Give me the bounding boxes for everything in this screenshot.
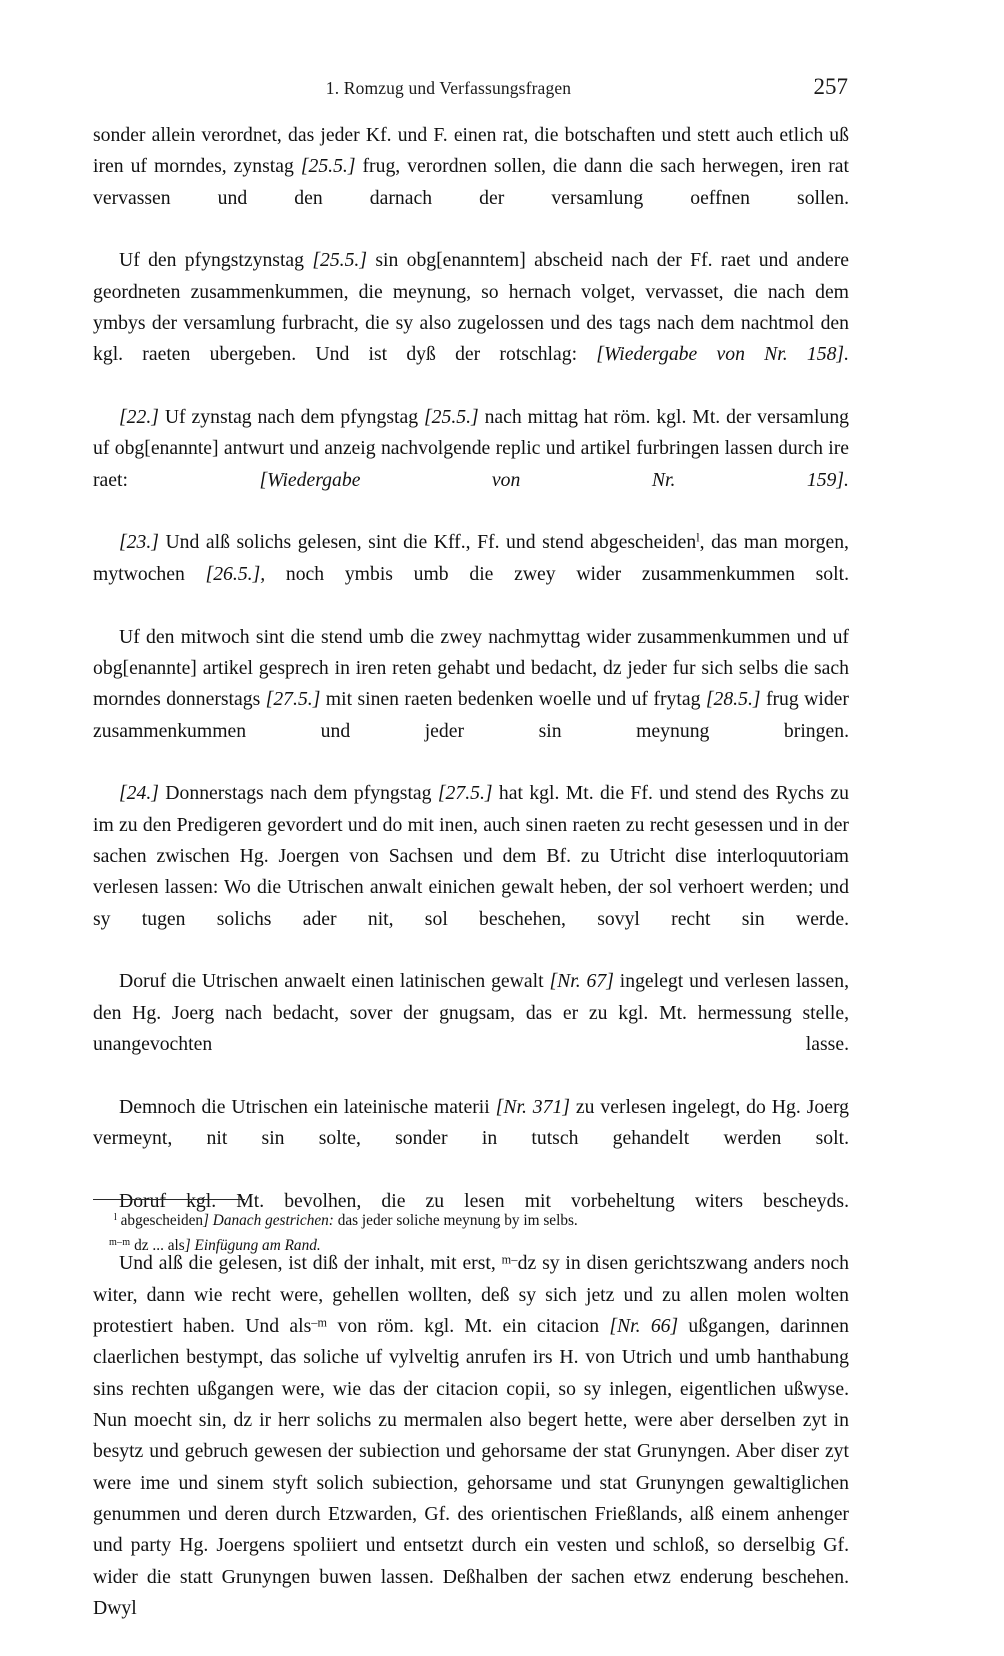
editorial-reference: [Nr. 371]	[495, 1095, 570, 1118]
footnote-lemma: dz ... als	[130, 1236, 185, 1254]
footnote-marker[interactable]: l	[114, 1211, 117, 1223]
text-run: Uf den pfyngstzynstag	[119, 249, 313, 272]
footnote-note-text: das jeder soliche meynung by im selbs.	[333, 1212, 578, 1229]
editorial-reference: [25.5.]	[312, 249, 368, 272]
paragraph-p-und-alss-die-gelesen	[93, 1248, 849, 1655]
running-head-title: 1. Romzug und Verfassungsfragen	[325, 78, 572, 98]
editorial-reference: [26.5.],	[205, 562, 266, 585]
editorial-reference: [27.5.]	[437, 782, 493, 805]
paragraph-p-uf-den-mitwoch	[93, 622, 849, 779]
text-run: ußgangen, darinnen claerlichen bestympt, das soliche uf vylveltig anrufen irs H. von Utrich und umb hanthabung sins rechten ußgangen were, wie das der citacion copii, so sy inlegen, eigentlichen ußwyse. Nun moecht sin, dz ir herr solichs zu mermalen also begert hette, were aber derselben zyt in besytz und gebruch gewesen der subiection und gehorsame der stat Grunyngen. Aber diser zyt were ime und sinem styft solich subiection, gehorsame und stat Grunyngen gewaltiglichen genummen und deren durch Etzwarden, Gf. des orientischen Frießlands, alß einem anhenger und party Hg. Joergens spoliiert und entsetzt durch ein vesten und schloß, so derselbig Gf. wider die statt Grunyngen buwen lassen. Deßhalben der sachen etwz enderung beschehen. Dwyl	[93, 1315, 849, 1620]
variant-marker[interactable]: m–	[501, 1252, 518, 1267]
text-run: , das man morgen, mytwochen	[93, 531, 849, 585]
text-run: Demnoch die Utrischen ein lateinische materii	[119, 1095, 496, 1118]
text-run: Donnerstags nach dem pfyngstag	[158, 782, 438, 805]
footnote-note-italic: Einfügung am Rand.	[190, 1236, 321, 1254]
editorial-reference: [23.]	[119, 531, 159, 554]
editorial-reference: [25.5.]	[300, 155, 356, 178]
text-run: frug wider zusammenkummen und jeder sin meynung bringen.	[93, 688, 849, 742]
text-run: frug, verordnen sollen, die dann die sach herwegen, iren rat vervassen und den darnach der versamlung oeffnen sollen.	[93, 155, 849, 209]
footnote-lemma-bracket: ]	[184, 1236, 191, 1254]
footnote-entry	[93, 1209, 849, 1234]
editorial-reference: [Wiedergabe von Nr. 158].	[596, 343, 849, 366]
text-run: Doruf die Utrischen anwaelt einen latinischen gewalt	[119, 970, 550, 993]
running-head	[93, 74, 848, 104]
editorial-reference: [25.5.]	[423, 406, 479, 429]
footnote-note-italic: Danach gestrichen:	[208, 1212, 334, 1229]
text-run: Uf den mitwoch sint die stend umb die zwey nachmyttag wider zusammenkummen und uf obg[enannte] artikel gesprech in iren reten gehabt und bedacht, dz jeder fur sich selbs die sach morndes donnerstags	[93, 625, 849, 711]
editorial-reference: [27.5.]	[265, 688, 321, 711]
footnote-marker[interactable]: m–m	[109, 1236, 131, 1248]
text-run: hat kgl. Mt. die Ff. und stend des Rychs zu im zu den Predigeren gevordert und do mit inen, auch sinen raeten zu recht gesessen und in der sachen zwischen Hg. Joergen von Sachsen und dem Bf. zu Utricht dise interloquutoriam verlesen lassen: Wo die Utrischen anwalt einichen gewalt heben, der sol verhoert werden; und sy tugen solichs ader nit, sol beschehen, sovyl recht sin werde.	[93, 782, 849, 930]
text-run: dz sy in disen gerichtszwang anders noch witer, dann wie recht were, gehellen wollten, deß sy sich jetz und zu allen molen wolten protestiert haben. Und als	[93, 1252, 849, 1338]
paragraph-p-doruf-utrischen	[93, 966, 849, 1091]
text-run: Und alß die gelesen, ist diß der inhalt, mit erst,	[119, 1252, 502, 1275]
page-number: 257	[813, 74, 848, 99]
editorial-reference: [28.5.]	[705, 688, 761, 711]
body-text	[93, 120, 849, 1656]
footnote-reference[interactable]: l	[696, 531, 700, 546]
variant-marker[interactable]: –m	[311, 1315, 328, 1330]
text-run: mit sinen raeten bedenken woelle und uf frytag	[320, 688, 706, 711]
footnote-lemma-bracket: ]	[203, 1212, 209, 1229]
footnote-rule	[93, 1199, 245, 1200]
editorial-reference: [Wiedergabe von Nr. 159].	[259, 468, 849, 491]
text-run: ingelegt und verlesen lassen, den Hg. Joerg nach bedacht, sover der gnugsam, das er zu kgl. Mt. hermessung stelle, unangevochten lasse.	[93, 970, 849, 1055]
text-run: Und alß solichs gelesen, sint die Kff., Ff. und stend abgescheiden	[158, 531, 697, 554]
text-run: nach mittag hat röm. kgl. Mt. der versamlung uf obg[enannte] antwurt und anzeig nachvolgende replic und artikel furbringen lassen durch ire raet:	[93, 406, 850, 491]
paragraph-p-22	[93, 402, 849, 527]
text-run: von röm. kgl. Mt. ein citacion	[327, 1315, 610, 1338]
footnote-entry	[93, 1234, 849, 1259]
editorial-reference: [Nr. 67]	[549, 970, 614, 993]
text-run: noch ymbis umb die zwey wider zusammenkummen solt.	[265, 562, 849, 585]
editorial-reference: [24.]	[119, 782, 159, 805]
editorial-reference: [Nr. 66]	[609, 1315, 679, 1338]
paragraph-p-demnoch	[93, 1092, 849, 1186]
editorial-reference: [22.]	[119, 406, 159, 429]
text-run: sin obg[enanntem] abscheid nach der Ff. raet und andere geordneten zusammenkummen, die meynung, so hernach volget, vervasset, die nach dem ymbys der versamlung furbracht, die sy also zugelossen und des tags nach dem nachtmol den kgl. raeten ubergeben. Und ist dyß der rotschlag:	[93, 249, 849, 366]
text-run: Doruf kgl. Mt. bevolhen, die zu lesen mit vorbeheltung witers bescheyds.	[119, 1189, 849, 1212]
text-run: sonder allein verordnet, das jeder Kf. und F. einen rat, die botschaften und stett auch etlich uß iren uf morndes, zynstag	[93, 124, 849, 178]
footnote-lemma: abgescheiden	[116, 1212, 204, 1229]
paragraph-p-uf-den-pfyngstzynstag	[93, 245, 849, 402]
paragraph-p-24	[93, 778, 849, 966]
footnote-apparatus	[93, 1209, 849, 1258]
paragraph-p-continued	[93, 120, 849, 245]
text-run: zu verlesen ingelegt, do Hg. Joerg vermeynt, nit sin solte, sonder in tutsch gehandelt werden solt.	[93, 1095, 849, 1149]
paragraph-p-23	[93, 527, 849, 621]
text-run: Uf zynstag nach dem pfyngstag	[158, 406, 424, 429]
